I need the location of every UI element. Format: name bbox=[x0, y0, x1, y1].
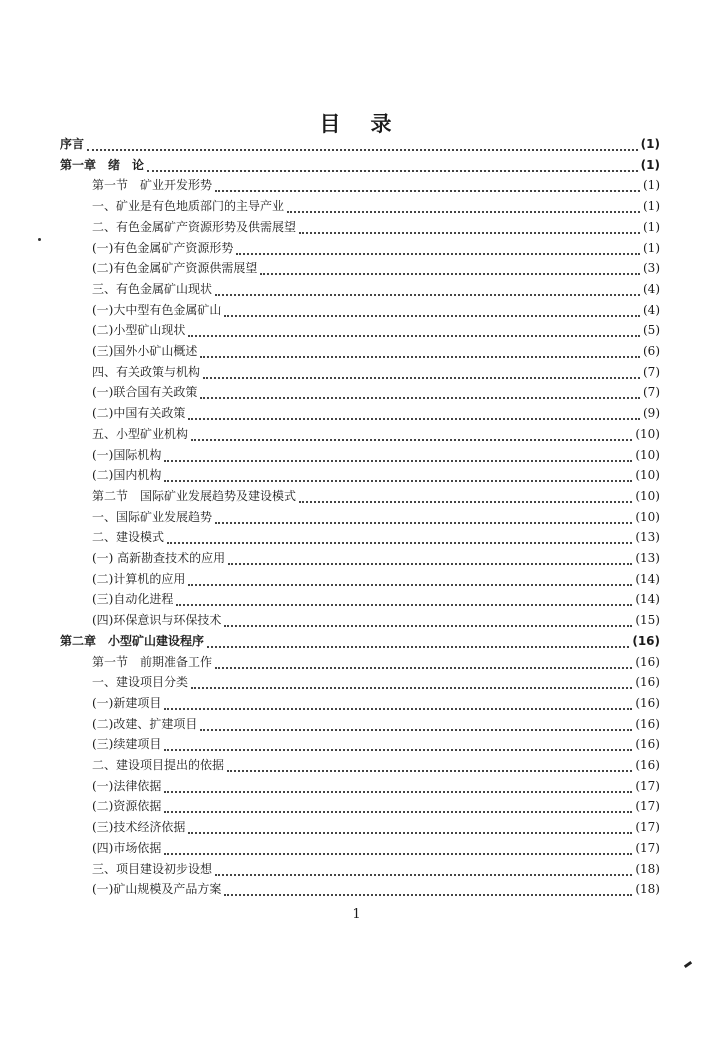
toc-entry-title: (一)有色金属矿产资源形势 bbox=[92, 240, 234, 255]
toc-entry-page: (1) bbox=[643, 219, 660, 234]
toc-entry bbox=[92, 175, 660, 195]
toc-entry-title: (三)续建项目 bbox=[92, 737, 162, 752]
dot-leader bbox=[215, 508, 632, 524]
toc-entry bbox=[92, 755, 660, 775]
toc-entry bbox=[92, 589, 660, 609]
toc-entry-title: 第一章 绪 论 bbox=[60, 157, 145, 172]
toc-entry bbox=[92, 238, 660, 258]
dot-leader bbox=[164, 797, 632, 813]
toc-entry-page: (3) bbox=[643, 261, 660, 276]
toc-entry bbox=[92, 362, 660, 382]
toc-entry-page: (10) bbox=[635, 488, 660, 503]
toc-entry bbox=[92, 817, 660, 837]
toc-entry-title: (四)环保意识与环保技术 bbox=[92, 613, 222, 628]
toc-entry-page: (17) bbox=[635, 778, 660, 793]
toc-entry-title: 一、建设项目分类 bbox=[92, 675, 189, 690]
toc-entry bbox=[60, 631, 660, 651]
dot-leader bbox=[207, 632, 629, 648]
toc-entry bbox=[92, 403, 660, 423]
dot-leader bbox=[164, 694, 632, 710]
toc-entry-title: 四、有关政策与机构 bbox=[92, 364, 201, 379]
toc-entry-title: (二)中国有关政策 bbox=[92, 406, 186, 421]
toc-entry bbox=[92, 196, 660, 216]
toc-entry-title: (三)技术经济依据 bbox=[92, 820, 186, 835]
toc-entry-page: (10) bbox=[635, 509, 660, 524]
dot-leader bbox=[203, 363, 640, 379]
toc-entry-title: (一)新建项目 bbox=[92, 695, 162, 710]
toc-entry-title: (一)大中型有色金属矿山 bbox=[92, 302, 222, 317]
toc-entry bbox=[92, 279, 660, 299]
toc-entry-page: (16) bbox=[635, 695, 660, 710]
toc-entry bbox=[92, 548, 660, 568]
toc-entry-title: 一、矿业是有色地质部门的主导产业 bbox=[92, 199, 285, 214]
toc-entry-page: (17) bbox=[635, 799, 660, 814]
toc-entry-page: (1) bbox=[640, 157, 660, 172]
toc-entry-title: 第二章 小型矿山建设程序 bbox=[60, 633, 205, 648]
toc-entry-page: (10) bbox=[635, 447, 660, 462]
toc-entry bbox=[92, 693, 660, 713]
toc-entry bbox=[92, 465, 660, 485]
dot-leader bbox=[188, 570, 632, 586]
dot-leader bbox=[87, 135, 638, 151]
toc-entry bbox=[92, 652, 660, 672]
dot-leader bbox=[299, 487, 632, 503]
toc-entry-page: (16) bbox=[635, 737, 660, 752]
dot-leader bbox=[224, 301, 640, 317]
toc-entry bbox=[92, 320, 660, 340]
toc-entry-page: (1) bbox=[643, 240, 660, 255]
dot-leader bbox=[215, 176, 640, 192]
toc-entry-page: (5) bbox=[643, 323, 660, 338]
toc-entry-title: (二)小型矿山现状 bbox=[92, 323, 186, 338]
toc-entry bbox=[92, 258, 660, 278]
toc-entry bbox=[92, 734, 660, 754]
dot-leader bbox=[191, 425, 632, 441]
toc-entry-title: 序言 bbox=[60, 137, 85, 151]
dot-leader bbox=[236, 239, 640, 255]
toc-entry-page: (1) bbox=[643, 199, 660, 214]
toc-entry-page: (7) bbox=[643, 385, 660, 400]
toc-entry-page: (1) bbox=[640, 137, 660, 151]
dot-leader bbox=[215, 860, 632, 876]
toc-entry-title: 第一节 矿业开发形势 bbox=[92, 178, 213, 193]
dot-leader bbox=[188, 321, 640, 337]
toc-entry-page: (4) bbox=[643, 302, 660, 317]
toc-entry bbox=[60, 134, 660, 154]
dot-leader bbox=[299, 218, 640, 234]
dot-leader bbox=[188, 818, 632, 834]
toc-entry bbox=[92, 879, 660, 899]
toc-entry-page: (10) bbox=[635, 426, 660, 441]
toc-entry-title: 第二节 国际矿业发展趋势及建设模式 bbox=[92, 488, 297, 503]
toc-entry bbox=[92, 300, 660, 320]
dot-leader bbox=[200, 342, 640, 358]
dot-leader bbox=[215, 653, 632, 669]
toc-entry-page: (9) bbox=[643, 406, 660, 421]
toc-entry bbox=[92, 569, 660, 589]
toc-entry-title: 一、国际矿业发展趋势 bbox=[92, 509, 213, 524]
toc-entry bbox=[92, 424, 660, 444]
toc-entry-page: (13) bbox=[635, 530, 660, 545]
toc-entry bbox=[92, 672, 660, 692]
toc-entry-page: (10) bbox=[635, 468, 660, 483]
toc-entry-title: (一)联合国有关政策 bbox=[92, 385, 198, 400]
toc-entry-title: (三)自动化进程 bbox=[92, 592, 174, 607]
toc-entry bbox=[92, 217, 660, 237]
toc-entry bbox=[92, 507, 660, 527]
toc-entry-title: (一)国际机构 bbox=[92, 447, 162, 462]
toc-entry bbox=[92, 838, 660, 858]
toc-entry-title: (一) 高新勘查技术的应用 bbox=[92, 551, 226, 565]
toc-entry-page: (16) bbox=[635, 716, 660, 731]
title-char-1: 目 bbox=[319, 112, 343, 136]
dot-leader bbox=[164, 466, 632, 482]
toc-entry-title: (一)法律依据 bbox=[92, 778, 162, 793]
toc-entry-title: (二)国内机构 bbox=[92, 468, 162, 483]
toc-entry bbox=[92, 776, 660, 796]
toc-entry bbox=[92, 796, 660, 816]
toc-entry-page: (7) bbox=[643, 364, 660, 379]
dot-leader bbox=[227, 756, 632, 772]
toc-entry-page: (16) bbox=[632, 633, 660, 648]
toc-entry-page: (17) bbox=[635, 820, 660, 835]
toc-entry-title: 第一节 前期准备工作 bbox=[92, 654, 213, 669]
toc-entry-title: (三)国外小矿山概述 bbox=[92, 344, 198, 358]
toc-entry-title: 五、小型矿业机构 bbox=[92, 426, 189, 441]
toc-entry bbox=[92, 527, 660, 547]
toc-entry-page: (1) bbox=[643, 178, 660, 193]
toc-entry-page: (16) bbox=[635, 675, 660, 690]
toc-entry-title: 三、项目建设初步设想 bbox=[92, 861, 213, 876]
toc-entry-page: (16) bbox=[635, 654, 660, 669]
scan-speck bbox=[684, 961, 692, 968]
toc-entry bbox=[60, 155, 660, 175]
toc-entry-page: (14) bbox=[635, 592, 660, 607]
toc-entry-title: (二)计算机的应用 bbox=[92, 571, 186, 586]
toc-entry-page: (18) bbox=[635, 882, 660, 897]
toc-entry-title: 二、有色金属矿产资源形势及供需展望 bbox=[92, 219, 297, 234]
dot-leader bbox=[176, 590, 632, 606]
toc-entry-title: (二)改建、扩建项目 bbox=[92, 716, 198, 731]
toc-entry-title: (四)市场依据 bbox=[92, 840, 162, 855]
scan-speck bbox=[38, 238, 41, 241]
toc-entry-page: (13) bbox=[635, 551, 660, 565]
dot-leader bbox=[164, 777, 632, 793]
dot-leader bbox=[164, 735, 632, 751]
dot-leader bbox=[215, 280, 640, 296]
toc-entry-page: (18) bbox=[635, 861, 660, 876]
toc-entry-title: 二、建设项目提出的依据 bbox=[92, 758, 225, 772]
toc-entry-title: 三、有色金属矿山现状 bbox=[92, 281, 213, 296]
dot-leader bbox=[287, 197, 640, 213]
toc-entry-title: (二)有色金属矿产资源供需展望 bbox=[92, 261, 258, 276]
toc-entry bbox=[92, 445, 660, 465]
toc-entry bbox=[92, 382, 660, 402]
toc-entry-title: (一)矿山规模及产品方案 bbox=[92, 882, 222, 897]
toc-entry bbox=[92, 714, 660, 734]
dot-leader bbox=[200, 383, 640, 399]
page-number: 1 bbox=[352, 907, 361, 922]
dot-leader bbox=[260, 259, 640, 275]
dot-leader bbox=[200, 715, 632, 731]
toc-entry bbox=[92, 859, 660, 879]
title-char-2: 录 bbox=[370, 112, 394, 136]
toc-entry-title: 二、建设模式 bbox=[92, 530, 165, 545]
toc-entry-page: (4) bbox=[643, 281, 660, 296]
toc-entry bbox=[92, 610, 660, 630]
dot-leader bbox=[167, 528, 632, 544]
dot-leader bbox=[224, 611, 632, 627]
dot-leader bbox=[164, 839, 632, 855]
toc-entry-page: (16) bbox=[635, 758, 660, 772]
dot-leader bbox=[224, 880, 632, 896]
dot-leader bbox=[188, 404, 640, 420]
toc-entry-title: (二)资源依据 bbox=[92, 799, 162, 814]
dot-leader bbox=[191, 673, 632, 689]
toc-entry-page: (17) bbox=[635, 840, 660, 855]
dot-leader bbox=[228, 549, 632, 565]
toc-entry-page: (14) bbox=[635, 571, 660, 586]
toc-entry-page: (6) bbox=[643, 344, 660, 358]
toc-entry bbox=[92, 341, 660, 361]
dot-leader bbox=[147, 156, 638, 172]
toc-entry bbox=[92, 486, 660, 506]
dot-leader bbox=[164, 446, 632, 462]
toc-entry-page: (15) bbox=[635, 613, 660, 628]
